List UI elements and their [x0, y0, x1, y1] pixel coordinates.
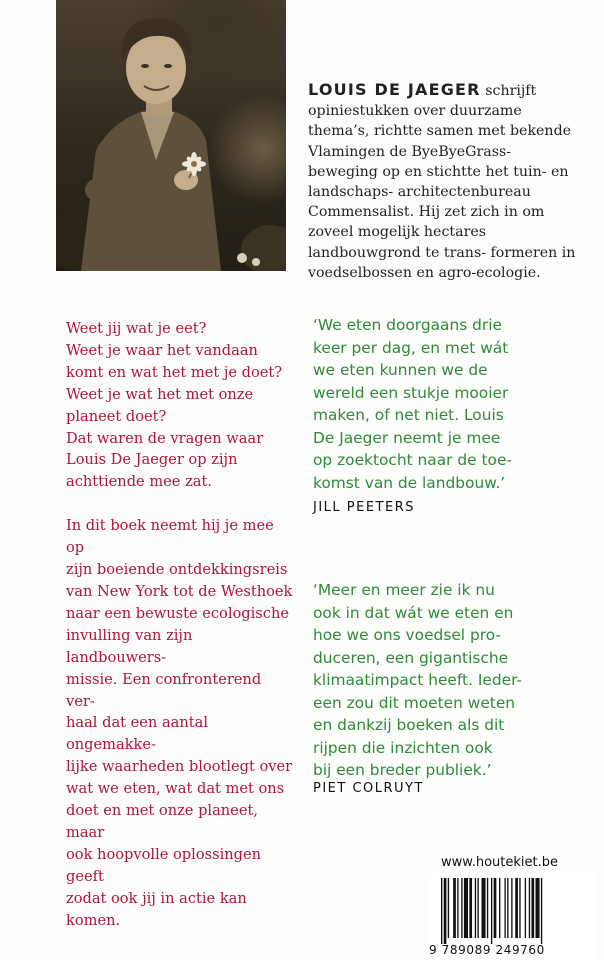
questions-block	[66, 318, 294, 493]
quote-line: en dankzij boeken als dit	[313, 716, 505, 734]
author-bio-text: schrijft opiniestukken over duurzame thema’s, richtte samen met bekende Vlamingen de ByeByeGrass-beweging op en stichtte het tuin- en landschaps- architectenbureau Commensalist. Hij zet zich in om zoveel mogelijk hectares landbouwgrond te trans- formeren in voedselbossen en agro-ecologie.	[308, 83, 576, 281]
quote-line: komst van de landbouw.’	[313, 473, 506, 492]
blurb-line: komt en wat het met je doet?	[66, 363, 283, 381]
quote-line: maken, of net niet. Louis	[313, 406, 504, 424]
quote-author-piet: PIET COLRUYT	[313, 781, 424, 796]
quote-line: ‘We eten doorgaans drie	[313, 316, 502, 334]
quote-author-jill: JILL PEETERS	[313, 500, 415, 515]
blurb-line: invulling van zijn landbouwers-	[66, 626, 193, 666]
blurb-line: planeet doet?	[66, 407, 167, 425]
quote-line: wereld een stukje mooier	[313, 383, 509, 402]
barcode-bar	[529, 878, 530, 938]
quote-piet-colruyt	[313, 579, 583, 782]
barcode-bar	[507, 878, 508, 938]
author-name: LOUIS DE JAEGER	[308, 80, 481, 99]
quote-line: hoe we ons voedsel pro-	[313, 626, 501, 644]
blurb-line: zodat ook jij in actie kan komen.	[66, 889, 247, 929]
quote-line: ook in dat wát we eten en	[313, 603, 514, 622]
quote-line: ‘Meer en meer zie ik nu	[313, 581, 495, 599]
quote-line: keer per dag, en met wát	[313, 338, 509, 357]
barcode-bar	[477, 878, 478, 938]
author-bio	[308, 80, 578, 283]
quote-line: duceren, een gigantische	[313, 648, 509, 667]
blurb-line: Dat waren de vragen waar	[66, 429, 264, 447]
quote-line: we eten kunnen we de	[313, 361, 488, 379]
blurb-line: naar een bewuste ecologische	[66, 604, 289, 622]
barcode-bar	[491, 878, 492, 944]
blurb-line: ook hoopvolle oplossingen geeft	[66, 845, 262, 885]
quote-line: klimaatimpact heeft. Ieder-	[313, 671, 523, 689]
barcode-bar	[469, 878, 472, 938]
barcode-bar	[531, 878, 534, 938]
author-photo-illustration	[56, 0, 286, 271]
barcode-bar	[461, 878, 462, 938]
barcode-bar	[511, 878, 512, 938]
barcode-bar	[464, 878, 468, 938]
barcode-bar	[457, 878, 458, 938]
author-photo	[56, 0, 286, 271]
summary-block	[66, 515, 294, 931]
blurb-line: In dit boek neemt hij je mee op	[66, 517, 274, 557]
barcode-bar	[482, 878, 486, 938]
barcode-bar	[494, 878, 497, 938]
blurb-line: Weet je waar het vandaan	[66, 341, 258, 359]
barcode-bar	[475, 878, 476, 938]
barcode-bar	[453, 878, 456, 938]
blurb-line: lijke waarheden blootlegt over	[66, 758, 293, 776]
blurb-line: Weet je wat het met onze	[66, 385, 254, 403]
quote-jill-peeters	[313, 314, 583, 494]
quote-line: rijpen die inzichten ook	[313, 738, 493, 757]
barcode-bar	[444, 878, 447, 944]
quote-line: op zoektocht naar de toe-	[313, 451, 512, 469]
barcode-bar	[487, 878, 488, 938]
quote-line: een zou dit moeten weten	[313, 693, 516, 712]
barcode-bar	[504, 878, 505, 938]
blurb-line: doet en met onze planeet, maar	[66, 802, 258, 841]
barcode-bar	[448, 878, 449, 938]
publisher-url: www.houtekiet.be	[441, 855, 558, 870]
blurb-line: van New York tot de Westhoek	[66, 582, 293, 600]
blurb-line: achttiende mee zat.	[66, 473, 212, 491]
blurb-line: zijn boeiende ontdekkingsreis	[66, 561, 288, 579]
blurb-line: haal dat een aantal ongemakke-	[66, 714, 208, 754]
barcode-bars	[429, 874, 596, 944]
blurb-line: wat we eten, wat dat met ons	[66, 780, 285, 798]
blurb-line: Louis De Jaeger op zijn	[66, 451, 238, 469]
barcode-bar	[536, 878, 540, 938]
barcode-bar	[525, 878, 526, 938]
quote-line: De Jaeger neemt je mee	[313, 428, 501, 447]
barcode-bar	[515, 878, 518, 938]
quote-line: bij een breder publiek.’	[313, 761, 492, 779]
blurb-line: missie. Een confronterend ver-	[66, 670, 262, 710]
blurb-line: Weet jij wat je eet?	[66, 320, 207, 337]
barcode-bar	[499, 878, 500, 938]
barcode-bar	[541, 878, 542, 944]
barcode-bar	[441, 878, 442, 944]
barcode-bar	[519, 878, 520, 938]
blurb-column	[66, 318, 294, 931]
isbn-number: 9 789089 249760	[429, 943, 545, 957]
